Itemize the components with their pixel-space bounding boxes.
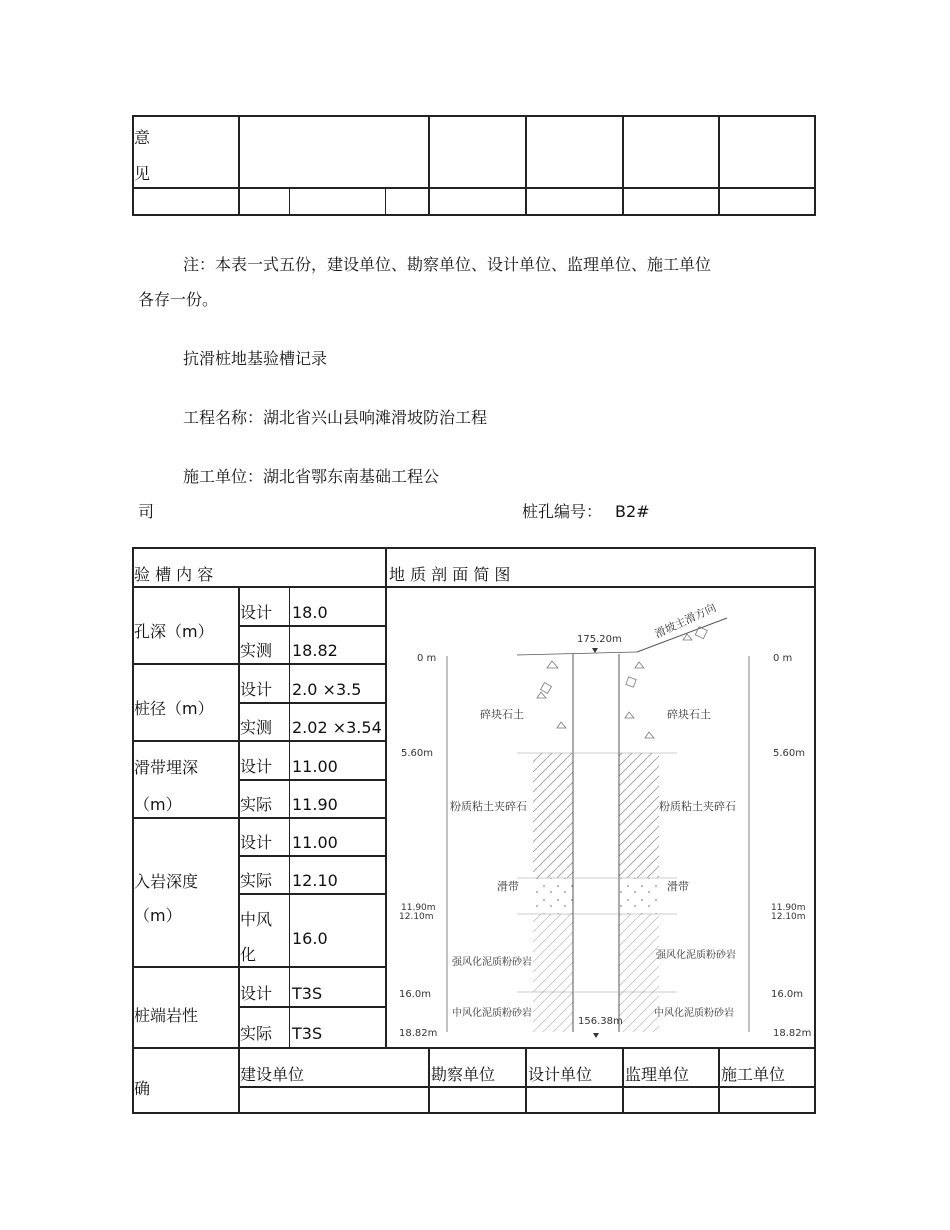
end-rock-label: 桩端岩性 (134, 1006, 199, 1025)
depth-right-4: 16.0m (771, 989, 804, 1000)
hole-depth-actual: 18.82 (292, 641, 338, 660)
project-name: 工程名称：湖北省兴山县响滩滑坡防治工程 (183, 408, 488, 427)
hole-depth-design: 18.0 (292, 603, 328, 622)
layer-weathered (533, 914, 573, 1032)
unit-owner: 建设单位 (240, 1065, 305, 1084)
rock-depth-label-1: 入岩深度 (134, 872, 199, 891)
bottom-elevation: 156.38m (578, 1016, 623, 1027)
layer-label-left-0: 碎块石土 (480, 708, 524, 721)
layer-label-right-1: 粉质粘土夹碎石 (659, 800, 736, 813)
unit-survey: 勘察单位 (431, 1065, 496, 1084)
header-content: 验 槽 内 容 (134, 565, 214, 584)
layer-label-left-4: 中风化泥质粉砂岩 (452, 1008, 532, 1019)
end-rock-design: T3S (292, 984, 323, 1003)
top-elevation: 175.20m (577, 634, 622, 645)
layer-label-right-3: 强风化泥质粉砂岩 (656, 950, 736, 961)
hole-depth-actual-label: 实测 (240, 641, 273, 660)
rock-depth-actual: 12.10 (292, 871, 338, 890)
rock-depth-design-label: 设计 (240, 833, 273, 852)
unit-design: 设计单位 (528, 1065, 593, 1084)
depth-left-0: 0 m (417, 653, 437, 664)
depth-right-5: 18.82m (773, 1028, 812, 1039)
depth-right-3: 12.10m (771, 912, 806, 922)
rock-depth-label-2: （m） (134, 906, 182, 925)
slip-depth-actual: 11.90 (292, 795, 338, 814)
geological-profile-diagram (387, 588, 816, 1047)
pile-dia-actual: 2.02 ×3.54 (292, 718, 382, 737)
opinion-label-1: 意 (134, 128, 151, 147)
rock-depth-mid-label-1: 中风 (240, 910, 273, 929)
layer-rubble-soil (533, 658, 659, 753)
slip-depth-design: 11.00 (292, 757, 338, 776)
end-rock-actual-label: 实际 (240, 1024, 273, 1043)
record-title: 抗滑桩地基验槽记录 (183, 349, 328, 368)
pile-dia-label: 桩径（m） (134, 699, 214, 718)
layer-label-left-3: 强风化泥质粉砂岩 (452, 957, 532, 968)
pile-dia-actual-label: 实测 (240, 718, 273, 737)
note-line-2: 各存一份。 (138, 290, 219, 309)
unit-supervision: 监理单位 (625, 1065, 690, 1084)
confirm-label: 确 (134, 1079, 151, 1098)
header-profile: 地 质 剖 面 简 图 (389, 565, 511, 584)
unit-construction: 施工单位 (721, 1065, 786, 1084)
layer-label-right-2: 滑带 (667, 880, 689, 893)
end-rock-design-label: 设计 (240, 984, 273, 1003)
rock-depth-mid-value: 16.0 (292, 929, 328, 948)
pile-number-label: 桩孔编号： (522, 502, 603, 521)
end-rock-actual: T3S (292, 1024, 323, 1043)
depth-left-3: 12.10m (399, 912, 434, 922)
hole-depth-label: 孔深（m） (134, 622, 214, 641)
opinion-label-2: 见 (134, 164, 151, 183)
layer-label-left-2: 滑带 (497, 880, 519, 893)
pile-dia-design: 2.0 ×3.5 (292, 680, 362, 699)
slip-depth-actual-label: 实际 (240, 795, 273, 814)
rock-depth-mid-label-2: 化 (240, 945, 257, 964)
rock-depth-actual-label: 实际 (240, 871, 273, 890)
contractor-line-1: 施工单位：湖北省鄂东南基础工程公 (183, 467, 440, 486)
slip-depth-label-2: （m） (134, 795, 182, 814)
depth-left-1: 5.60m (401, 748, 434, 759)
slide-direction: 滑坡主滑方向 (652, 601, 719, 641)
note-line-1: 注：本表一式五份，建设单位、勘察单位、设计单位、监理单位、施工单位 (183, 255, 712, 274)
layer-label-left-1: 粉质粘土夹碎石 (450, 800, 527, 813)
depth-left-2: 11.90m (401, 903, 436, 913)
depth-right-2: 11.90m (771, 903, 806, 913)
contractor-line-2: 司 (138, 502, 155, 521)
depth-right-1: 5.60m (773, 748, 806, 759)
depth-left-5: 18.82m (399, 1028, 438, 1039)
layer-clay (533, 753, 573, 878)
depth-left-4: 16.0m (399, 989, 432, 1000)
layer-label-right-4: 中风化泥质粉砂岩 (654, 1008, 734, 1019)
pile-number-value: B2# (615, 502, 650, 521)
depth-right-0: 0 m (773, 653, 793, 664)
layer-label-right-0: 碎块石土 (667, 708, 711, 721)
layer-slip-band (533, 878, 573, 914)
rock-depth-design: 11.00 (292, 833, 338, 852)
slip-depth-design-label: 设计 (240, 757, 273, 776)
hole-depth-design-label: 设计 (240, 603, 273, 622)
pile-dia-design-label: 设计 (240, 680, 273, 699)
slip-depth-label-1: 滑带埋深 (134, 758, 199, 777)
